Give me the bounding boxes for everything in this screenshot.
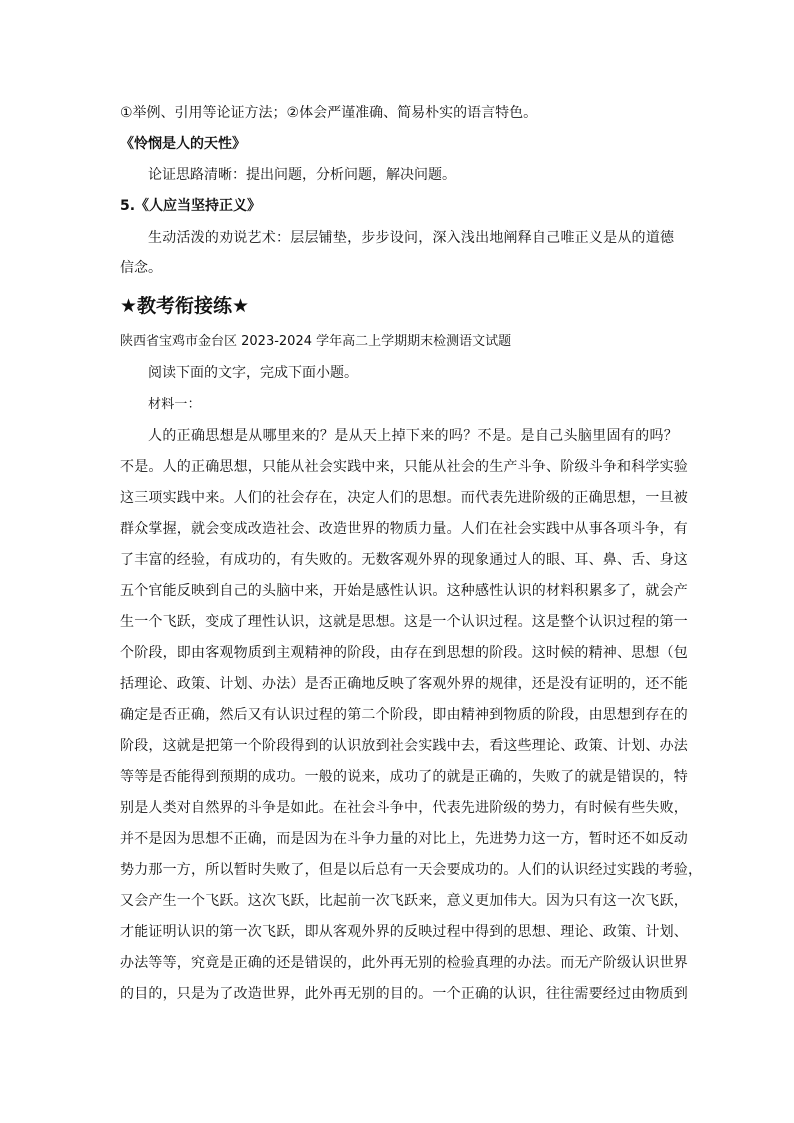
material-line: 又会产生一个飞跃。这次飞跃，比起前一次飞跃来，意义更加伟大。因为只有这一次飞跃， <box>120 893 688 909</box>
reading-instruction: 阅读下面的文字，完成下面小题。 <box>148 365 358 381</box>
essay-note-pity: 论证思路清晰：提出问题，分析问题，解决问题。 <box>148 167 456 183</box>
material-line: 别是人类对自然界的斗争是如此。在社会斗争中，代表先进阶级的势力，有时候有些失败， <box>120 800 688 816</box>
essay-note-justice-line2: 信念。 <box>120 260 162 276</box>
material-label: 材料一： <box>148 397 201 412</box>
essay-title-pity: 《怜悯是人的天性》 <box>120 136 246 152</box>
material-line: 五个官能反映到自己的头脑中来，开始是感性认识。这种感性认识的材料积累多了，就会产 <box>120 583 688 599</box>
material-line: 并不是因为思想不正确，而是因为在斗争力量的对比上，先进势力这一方，暂时还不如反动 <box>120 831 688 847</box>
material-line: 才能证明认识的第一次飞跃，即从客观外界的反映过程中得到的思想、理论、政策、计划、 <box>120 924 688 940</box>
material-line: 人的正确思想是从哪里来的？是从天上掉下来的吗？不是。是自己头脑里固有的吗？ <box>148 428 678 444</box>
material-line: 办法等等，究竟是正确的还是错误的，此外再无别的检验真理的办法。而无产阶级认识世界 <box>120 955 688 971</box>
section-heading: ★教考衔接练★ <box>120 295 250 317</box>
essay-note-justice-line1: 生动活泼的劝说艺术：层层铺垫，步步设问，深入浅出地阐释自己唯正义是从的道德 <box>148 230 674 246</box>
material-line: 不是。人的正确思想，只能从社会实践中来，只能从社会的生产斗争、阶级斗争和科学实验 <box>120 459 688 475</box>
material-line: 的目的，只是为了改造世界，此外再无别的目的。一个正确的认识，往往需要经过由物质到 <box>120 986 688 1002</box>
material-line: 括理论、政策、计划、办法）是否正确地反映了客观外界的规律，还是没有证明的，还不能 <box>120 676 688 692</box>
essay-title-justice: 5.《人应当坚持正义》 <box>120 198 262 214</box>
material-line: 生一个飞跃，变成了理性认识，这就是思想。这是一个认识过程。这是整个认识过程的第一 <box>120 614 688 630</box>
material-line: 阶段，这就是把第一个阶段得到的认识放到社会实践中去，看这些理论、政策、计划、办法 <box>120 738 688 754</box>
material-line: 等等是否能得到预期的成功。一般的说来，成功了的就是正确的，失败了的就是错误的，特 <box>120 769 688 785</box>
material-line: 势力那一方，所以暂时失败了，但是以后总有一天会要成功的。人们的认识经过实践的考验， <box>120 862 703 878</box>
exam-source: 陕西省宝鸡市金台区 2023-2024 学年高二上学期期末检测语文试题 <box>120 334 512 349</box>
intro-line-methods: ①举例、引用等论证方法；②体会严谨准确、简易朴实的语言特色。 <box>120 105 538 121</box>
material-line: 个阶段，即由客观物质到主观精神的阶段，由存在到思想的阶段。这时候的精神、思想（包 <box>120 645 688 661</box>
material-line: 这三项实践中来。人们的社会存在，决定人们的思想。而代表先进阶级的正确思想，一旦被 <box>120 490 688 506</box>
material-line: 了丰富的经验，有成功的，有失败的。无数客观外界的现象通过人的眼、耳、鼻、舌、身这 <box>120 552 688 568</box>
material-line: 群众掌握，就会变成改造社会、改造世界的物质力量。人们在社会实践中从事各项斗争，有 <box>120 521 688 537</box>
material-line: 确定是否正确，然后又有认识过程的第二个阶段，即由精神到物质的阶段，由思想到存在的 <box>120 707 688 723</box>
